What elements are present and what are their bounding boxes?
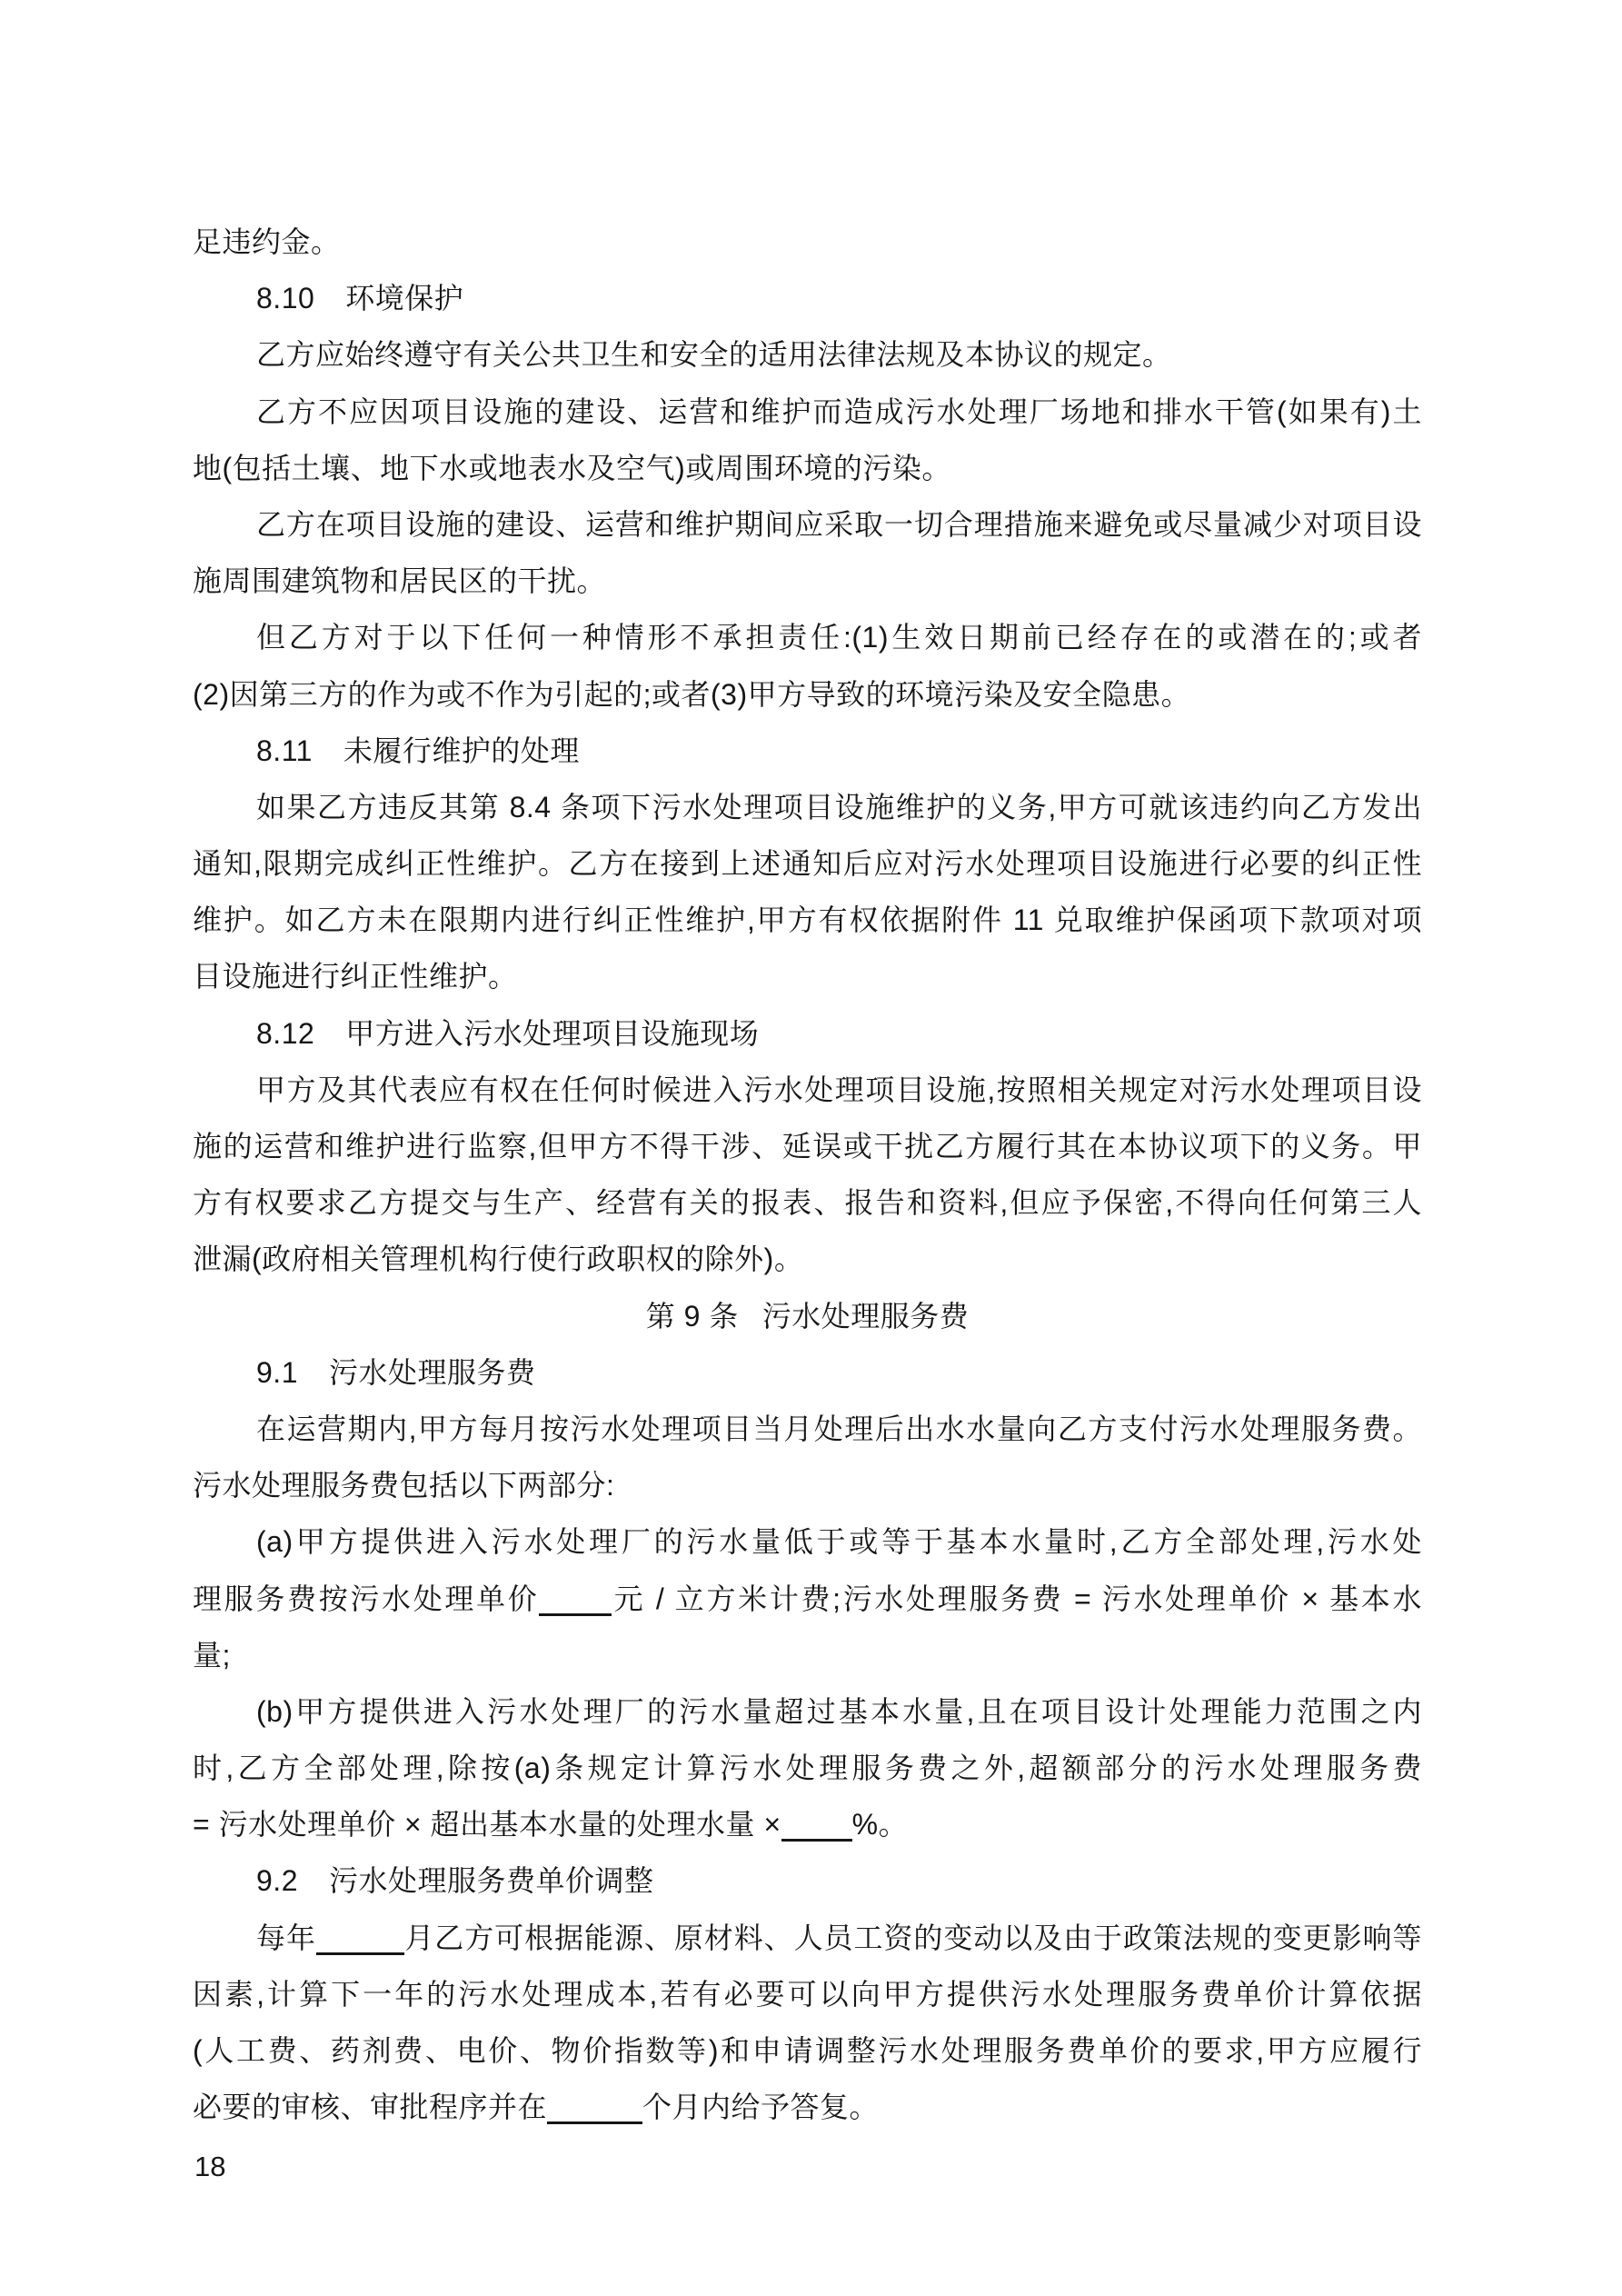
text-run: 必要的审核、审批程序并在 (193, 2091, 548, 2124)
document-body (193, 214, 1422, 2135)
text-run: 乙方不应因项目设施的建设、运营和维护而造成污水处理厂场地和排水干管(如果有)土 (256, 394, 1422, 428)
text-line (193, 2022, 1422, 2079)
text-run: 量; (193, 1638, 231, 1672)
text-run: 污水处理服务费包括以下两部分: (193, 1469, 615, 1502)
text-line (193, 1174, 1422, 1231)
section-heading-line (193, 723, 1422, 779)
text-run: 乙方应始终遵守有关公共卫生和安全的适用法律法规及本协议的规定。 (256, 338, 1172, 372)
text-run: 月乙方可根据能源、原材料、人员工资的变动以及由于政策法规的变更影响等 (403, 1921, 1422, 1954)
text-run: 环境保护 (345, 282, 464, 315)
text-line (193, 1513, 1422, 1570)
text-run: (b)甲方提供进入污水处理厂的污水量超过基本水量,且在项目设计处理能力范围之内 (256, 1694, 1422, 1728)
text-run: 时,乙方全部处理,除按(a)条规定计算污水处理服务费之外,超额部分的污水处理服务费 (193, 1752, 1422, 1785)
text-run: 因素,计算下一年的污水处理成本,若有必要可以向甲方提供污水处理服务费单价计算依据 (193, 1977, 1422, 2011)
text-line (193, 1910, 1422, 1966)
text-run: 9.2 (256, 1864, 298, 1898)
text-run: 未履行维护的处理 (343, 734, 580, 767)
text-line (193, 835, 1422, 892)
text-run: 污水处理服务费单价调整 (328, 1864, 654, 1898)
blank-fill-in-field (539, 1613, 612, 1616)
text-run: = 污水处理单价 × 超出基本水量的处理水量 × (193, 1808, 781, 1842)
text-run: 8.12 (256, 1016, 315, 1050)
text-line (193, 496, 1422, 553)
text-line (193, 1231, 1422, 1287)
text-run: 每年 (256, 1921, 316, 1954)
text-line (193, 553, 1422, 609)
text-run: 8.10 (256, 282, 315, 315)
section-heading-line (193, 1344, 1422, 1401)
text-line (193, 1571, 1422, 1627)
text-line (193, 1627, 1422, 1683)
text-line (193, 326, 1422, 383)
text-line (193, 384, 1422, 440)
section-heading-line (193, 1005, 1422, 1062)
text-run: 在运营期内,甲方每月按污水处理项目当月处理后出水水量向乙方支付污水处理服务费。 (256, 1412, 1422, 1445)
text-line (193, 948, 1422, 1004)
section-heading-line (193, 270, 1422, 326)
text-run: 乙方在项目设施的建设、运营和维护期间应采取一切合理措施来避免或尽量减少对项目设 (256, 507, 1422, 541)
text-line (193, 1062, 1422, 1118)
text-run: (2)因第三方的作为或不作为引起的;或者(3)甲方导致的环境污染及安全隐患。 (193, 677, 1191, 711)
text-line (193, 214, 1422, 270)
text-run: 元 / 立方米计费;污水处理服务费 = 污水处理单价 × 基本水 (612, 1582, 1422, 1615)
text-run: 甲方进入污水处理项目设施现场 (345, 1016, 760, 1050)
text-run: 但乙方对于以下任何一种情形不承担责任:(1)生效日期前已经存在的或潜在的;或者 (256, 621, 1422, 654)
text-line (193, 1683, 1422, 1740)
text-line (193, 1118, 1422, 1174)
blank-fill-in-field (316, 1952, 404, 1955)
text-line (193, 1740, 1422, 1796)
heading-gap (313, 760, 343, 761)
text-run: %。 (851, 1808, 909, 1842)
text-run: 如果乙方违反其第 8.4 条项下污水处理项目设施维护的义务,甲方可就该违约向乙方发出 (256, 790, 1422, 824)
text-line (193, 779, 1422, 835)
text-run: 维护。如乙方未在限期内进行纠正性维护,甲方有权依据附件 11 兑取维护保函项下款项对项 (193, 903, 1422, 937)
text-run: 污水处理服务费 (761, 1299, 970, 1333)
text-run: 泄漏(政府相关管理机构行使行政职权的除外)。 (193, 1243, 804, 1276)
text-run: 目设施进行纠正性维护。 (193, 960, 518, 993)
blank-fill-in-field (547, 2121, 642, 2124)
text-run: 通知,限期完成纠正性维护。乙方在接到上述通知后应对污水处理项目设施进行必要的纠正性 (193, 847, 1422, 881)
text-run: 第 9 条 (645, 1299, 739, 1333)
text-run: (a)甲方提供进入污水处理厂的污水量低于或等于基本水量时,乙方全部处理,污水处 (256, 1525, 1422, 1559)
heading-gap (298, 1382, 329, 1383)
heading-gap (314, 307, 345, 308)
text-line (193, 1796, 1422, 1852)
text-run: 理服务费按污水处理单价 (193, 1582, 540, 1615)
section-heading-line (193, 1852, 1422, 1909)
text-line (193, 666, 1422, 723)
text-line (193, 892, 1422, 948)
section-heading-line (193, 1288, 1422, 1344)
text-run: 甲方及其代表应有权在任何时候进入污水处理项目设施,按照相关规定对污水处理项目设 (256, 1073, 1422, 1106)
text-run: 9.1 (256, 1355, 298, 1389)
text-run: 个月内给予答复。 (642, 2091, 880, 2124)
text-run: 施周围建筑物和居民区的干扰。 (193, 564, 607, 598)
text-line (193, 1966, 1422, 2022)
text-run: 方有权要求乙方提交与生产、经营有关的报表、报告和资料,但应予保密,不得向任何第三人 (193, 1186, 1422, 1220)
text-line (193, 440, 1422, 496)
text-line (193, 609, 1422, 665)
text-run: 施的运营和维护进行监察,但甲方不得干涉、延误或干扰乙方履行其在本协议项下的义务。甲 (193, 1130, 1422, 1163)
text-line (193, 2079, 1422, 2135)
text-run: 足违约金。 (193, 225, 341, 258)
text-line (193, 1401, 1422, 1457)
text-run: 地(包括土壤、地下水或地表水及空气)或周围环境的污染。 (193, 451, 951, 484)
text-run: 8.11 (256, 734, 313, 767)
blank-fill-in-field (781, 1839, 852, 1842)
heading-gap (739, 1325, 762, 1326)
heading-gap (298, 1890, 329, 1891)
page-number: 18 (194, 2151, 226, 2182)
text-run: 污水处理服务费 (328, 1355, 536, 1389)
text-line (193, 1457, 1422, 1513)
text-run: (人工费、药剂费、电价、物价指数等)和申请调整污水处理服务费单价的要求,甲方应履行 (193, 2034, 1422, 2067)
